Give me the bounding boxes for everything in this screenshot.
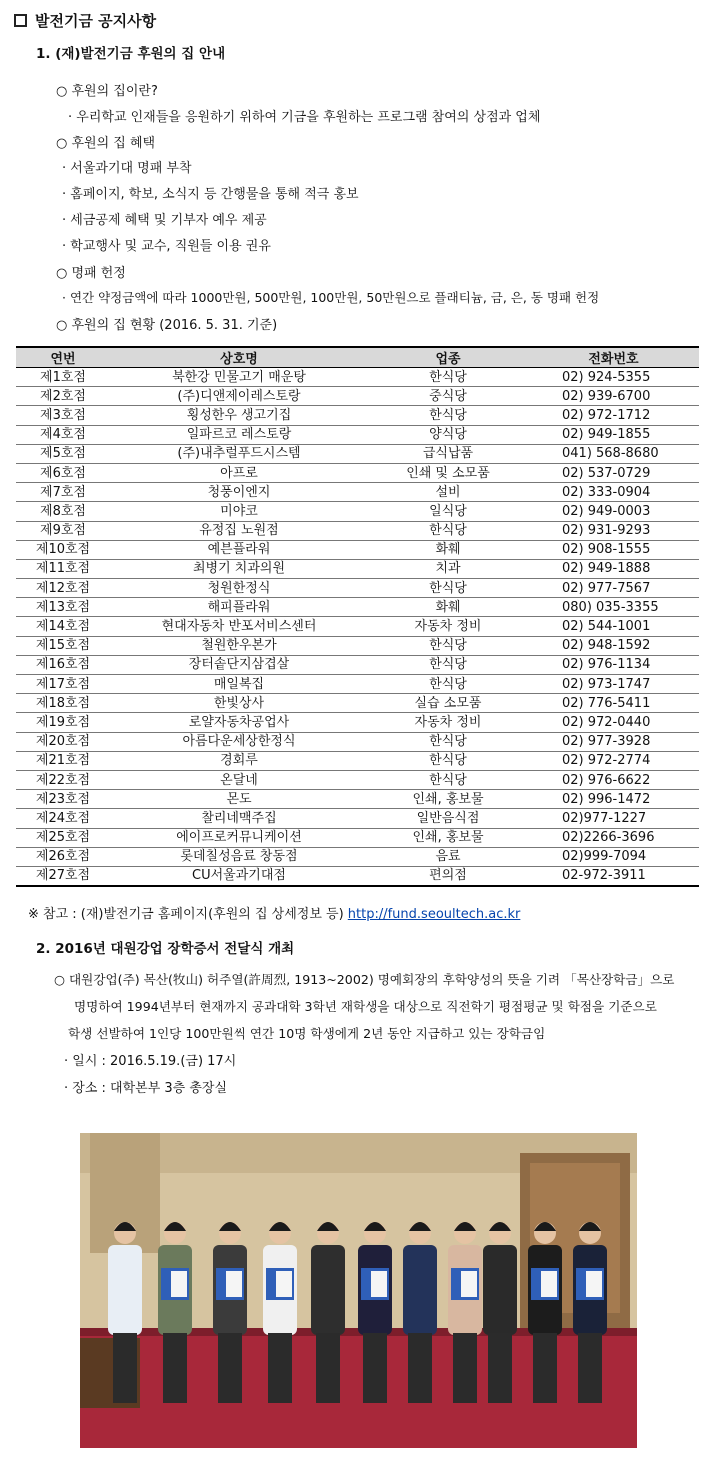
cell-shop-name: 최병기 치과의원 xyxy=(110,559,368,578)
cell-number: 제4호점 xyxy=(16,425,110,444)
cell-number: 제3호점 xyxy=(16,406,110,425)
cell-number: 제15호점 xyxy=(16,636,110,655)
cell-shop-name: 철원한우본가 xyxy=(110,636,368,655)
cell-phone: 02) 976-1134 xyxy=(528,655,699,674)
page-header xyxy=(14,10,156,31)
cell-shop-name: (주)내추럴푸드시스템 xyxy=(110,444,368,463)
cell-business-type: 한식당 xyxy=(368,636,528,655)
cell-shop-name: 한빛상사 xyxy=(110,694,368,713)
table-row xyxy=(16,809,699,828)
table-row xyxy=(16,675,699,694)
cell-number: 제11호점 xyxy=(16,559,110,578)
checkbox-square-icon xyxy=(14,14,27,27)
cell-shop-name: 장터솥단지삼겹살 xyxy=(110,655,368,674)
table-row xyxy=(16,521,699,540)
cell-phone: 02) 939-6700 xyxy=(528,387,699,406)
cell-number: 제26호점 xyxy=(16,847,110,866)
table-row xyxy=(16,732,699,751)
scholarship-description xyxy=(54,966,674,1047)
cell-shop-name: 북한강 민물고기 매운탕 xyxy=(110,368,368,387)
cell-business-type: 인쇄, 홍보물 xyxy=(368,790,528,809)
cell-business-type: 한식당 xyxy=(368,521,528,540)
cell-number: 제13호점 xyxy=(16,598,110,617)
cell-number: 제24호점 xyxy=(16,809,110,828)
table-row xyxy=(16,847,699,866)
cell-business-type: 한식당 xyxy=(368,579,528,598)
cell-number: 제7호점 xyxy=(16,483,110,502)
person xyxy=(108,1222,142,1403)
benefit-item: · 서울과기대 명패 부착 xyxy=(62,161,192,176)
cell-shop-name: 일파르코 레스토랑 xyxy=(110,425,368,444)
table-row xyxy=(16,463,699,482)
cell-number: 제19호점 xyxy=(16,713,110,732)
cell-shop-name: 해피플라워 xyxy=(110,598,368,617)
cell-number: 제20호점 xyxy=(16,732,110,751)
cell-business-type: 음료 xyxy=(368,847,528,866)
cell-business-type: 인쇄, 홍보물 xyxy=(368,828,528,847)
cell-number: 제23호점 xyxy=(16,790,110,809)
table-row xyxy=(16,713,699,732)
cell-business-type: 인쇄 및 소모품 xyxy=(368,463,528,482)
table-row xyxy=(16,579,699,598)
cell-business-type: 한식당 xyxy=(368,368,528,387)
cell-business-type: 일반음식점 xyxy=(368,809,528,828)
cell-business-type: 실습 소모품 xyxy=(368,694,528,713)
table-row xyxy=(16,751,699,770)
cell-business-type: 설비 xyxy=(368,483,528,502)
cell-business-type: 한식당 xyxy=(368,732,528,751)
cell-shop-name: 유정집 노원점 xyxy=(110,521,368,540)
person xyxy=(158,1222,192,1403)
table-row xyxy=(16,406,699,425)
description-line: ○ 대원강업(주) 목산(牧山) 허주열(許周烈, 1913~2002) 명예회장의 후학양성의 뜻을 기려 「목산장학금」으로 xyxy=(54,972,675,987)
cell-number: 제14호점 xyxy=(16,617,110,636)
person xyxy=(213,1222,247,1403)
cell-number: 제6호점 xyxy=(16,463,110,482)
reference-note xyxy=(28,903,520,922)
table-row xyxy=(16,387,699,406)
table-row xyxy=(16,770,699,789)
cell-phone: 041) 568-8680 xyxy=(528,444,699,463)
cell-number: 제9호점 xyxy=(16,521,110,540)
person xyxy=(573,1222,607,1403)
cell-number: 제27호점 xyxy=(16,866,110,886)
cell-shop-name: CU서울과기대점 xyxy=(110,866,368,886)
cell-business-type: 한식당 xyxy=(368,751,528,770)
cell-phone: 02) 977-3928 xyxy=(528,732,699,751)
person xyxy=(528,1222,562,1403)
cell-phone: 02) 908-1555 xyxy=(528,540,699,559)
ceremony-photo-illustration xyxy=(80,1133,637,1448)
section2-title: 2. 2016년 대원강업 장학증서 전달식 개최 xyxy=(36,941,295,957)
cell-phone: 02) 977-7567 xyxy=(528,579,699,598)
header-number: 연번 xyxy=(16,347,110,368)
cell-number: 제21호점 xyxy=(16,751,110,770)
table-header-row xyxy=(16,347,699,368)
cell-shop-name: 미야코 xyxy=(110,502,368,521)
cell-phone: 02) 972-1712 xyxy=(528,406,699,425)
cell-shop-name: 로얄자동차공업사 xyxy=(110,713,368,732)
cell-business-type: 양식당 xyxy=(368,425,528,444)
cell-business-type: 치과 xyxy=(368,559,528,578)
cell-number: 제1호점 xyxy=(16,368,110,387)
description-line: 학생 선발하여 1인당 100만원씩 연간 10명 학생에게 2년 동안 지급하고 있는 장학금임 xyxy=(68,1026,546,1041)
cell-business-type: 화훼 xyxy=(368,540,528,559)
cell-phone: 02)999-7094 xyxy=(528,847,699,866)
question-benefits: ○ 후원의 집 혜택 xyxy=(56,136,156,151)
cell-shop-name: 아프로 xyxy=(110,463,368,482)
question-status: ○ 후원의 집 현황 (2016. 5. 31. 기준) xyxy=(56,318,278,333)
fund-homepage-link[interactable]: http://fund.seoultech.ac.kr xyxy=(347,907,521,922)
table-row xyxy=(16,828,699,847)
table-row xyxy=(16,444,699,463)
cell-business-type: 한식당 xyxy=(368,675,528,694)
cell-shop-name: 온달네 xyxy=(110,770,368,789)
cell-phone: 02)2266-3696 xyxy=(528,828,699,847)
cell-number: 제10호점 xyxy=(16,540,110,559)
cell-business-type: 한식당 xyxy=(368,406,528,425)
cell-phone: 080) 035-3355 xyxy=(528,598,699,617)
cell-business-type: 일식당 xyxy=(368,502,528,521)
cell-business-type: 한식당 xyxy=(368,770,528,789)
cell-shop-name: 몬도 xyxy=(110,790,368,809)
person xyxy=(263,1222,297,1403)
cell-phone: 02) 949-1855 xyxy=(528,425,699,444)
event-date: · 일시 : 2016.5.19.(금) 17시 xyxy=(64,1054,237,1069)
person xyxy=(448,1222,482,1403)
benefit-item: · 학교행사 및 교수, 직원들 이용 권유 xyxy=(62,239,271,254)
cell-shop-name: 예븐플라워 xyxy=(110,540,368,559)
cell-shop-name: 현대자동차 반포서비스센터 xyxy=(110,617,368,636)
event-place: · 장소 : 대학본부 3층 총장실 xyxy=(64,1081,228,1096)
cell-phone: 02) 949-1888 xyxy=(528,559,699,578)
cell-shop-name: 횡성한우 생고기집 xyxy=(110,406,368,425)
cell-shop-name: 에이프로커뮤니케이션 xyxy=(110,828,368,847)
cell-phone: 02) 333-0904 xyxy=(528,483,699,502)
benefit-item: · 홈페이지, 학보, 소식지 등 간행물을 통해 적극 홍보 xyxy=(62,187,359,202)
cell-number: 제25호점 xyxy=(16,828,110,847)
cell-phone: 02) 924-5355 xyxy=(528,368,699,387)
header-business-type: 업종 xyxy=(368,347,528,368)
cell-phone: 02) 972-0440 xyxy=(528,713,699,732)
person xyxy=(483,1222,517,1403)
cell-phone: 02-972-3911 xyxy=(528,866,699,886)
cell-shop-name: 청원한정식 xyxy=(110,579,368,598)
cell-shop-name: 경회루 xyxy=(110,751,368,770)
table-row xyxy=(16,483,699,502)
cell-business-type: 자동차 정비 xyxy=(368,617,528,636)
cell-number: 제12호점 xyxy=(16,579,110,598)
cell-phone: 02) 973-1747 xyxy=(528,675,699,694)
question-what: ○ 후원의 집이란? xyxy=(56,84,158,99)
header-shop-name: 상호명 xyxy=(110,347,368,368)
person xyxy=(358,1222,392,1403)
table-row xyxy=(16,598,699,617)
cell-shop-name: 찰리네맥주집 xyxy=(110,809,368,828)
cell-shop-name: 매일복집 xyxy=(110,675,368,694)
cell-shop-name: 청풍이엔지 xyxy=(110,483,368,502)
cell-shop-name: (주)디앤제이레스토랑 xyxy=(110,387,368,406)
cell-shop-name: 롯데칠성음료 창동점 xyxy=(110,847,368,866)
cell-number: 제17호점 xyxy=(16,675,110,694)
cell-phone: 02) 931-9293 xyxy=(528,521,699,540)
reference-note-text: ※ 참고 : (재)발전기금 홈페이지(후원의 집 상세정보 등) xyxy=(28,907,348,922)
section1-title: 1. (재)발전기금 후원의 집 안내 xyxy=(36,46,226,62)
cell-phone: 02) 972-2774 xyxy=(528,751,699,770)
table-row xyxy=(16,368,699,387)
ceremony-photo xyxy=(80,1133,637,1448)
cell-business-type: 중식당 xyxy=(368,387,528,406)
cell-business-type: 급식납품 xyxy=(368,444,528,463)
cell-number: 제8호점 xyxy=(16,502,110,521)
cell-number: 제2호점 xyxy=(16,387,110,406)
cell-phone: 02) 996-1472 xyxy=(528,790,699,809)
sponsor-table xyxy=(16,346,699,887)
table-row xyxy=(16,694,699,713)
table-row xyxy=(16,502,699,521)
cell-number: 제16호점 xyxy=(16,655,110,674)
table-row xyxy=(16,636,699,655)
table-row xyxy=(16,559,699,578)
cell-business-type: 한식당 xyxy=(368,655,528,674)
cell-business-type: 화훼 xyxy=(368,598,528,617)
description-line: 명명하여 1994년부터 현재까지 공과대학 3학년 재학생을 대상으로 직전학기 평점평균 및 학점을 기준으로 xyxy=(74,999,657,1014)
cell-number: 제18호점 xyxy=(16,694,110,713)
table-row xyxy=(16,655,699,674)
cell-business-type: 자동차 정비 xyxy=(368,713,528,732)
cell-phone: 02) 776-5411 xyxy=(528,694,699,713)
cell-number: 제22호점 xyxy=(16,770,110,789)
cell-phone: 02)977-1227 xyxy=(528,809,699,828)
benefit-item: · 세금공제 혜택 및 기부자 예우 제공 xyxy=(62,213,267,228)
question-nameplate: ○ 명패 헌정 xyxy=(56,266,126,281)
table-row xyxy=(16,425,699,444)
page-title: 발전기금 공지사항 xyxy=(35,12,157,30)
nameplate-desc: · 연간 약정금액에 따라 1000만원, 500만원, 100만원, 50만원으로 플래티늄, 금, 은, 동 명패 헌정 xyxy=(62,290,600,305)
cell-phone: 02) 976-6622 xyxy=(528,770,699,789)
header-phone: 전화번호 xyxy=(528,347,699,368)
cell-phone: 02) 949-0003 xyxy=(528,502,699,521)
table-row xyxy=(16,866,699,886)
cell-shop-name: 아름다운세상한정식 xyxy=(110,732,368,751)
cell-phone: 02) 544-1001 xyxy=(528,617,699,636)
cell-business-type: 편의점 xyxy=(368,866,528,886)
table-row xyxy=(16,540,699,559)
table-row xyxy=(16,617,699,636)
person xyxy=(403,1222,437,1403)
person xyxy=(311,1222,345,1403)
question-what-desc: · 우리학교 인재들을 응원하기 위하여 기금을 후원하는 프로그램 참여의 상점과 업체 xyxy=(68,110,541,125)
table-row xyxy=(16,790,699,809)
cell-phone: 02) 537-0729 xyxy=(528,463,699,482)
cell-number: 제5호점 xyxy=(16,444,110,463)
cell-phone: 02) 948-1592 xyxy=(528,636,699,655)
